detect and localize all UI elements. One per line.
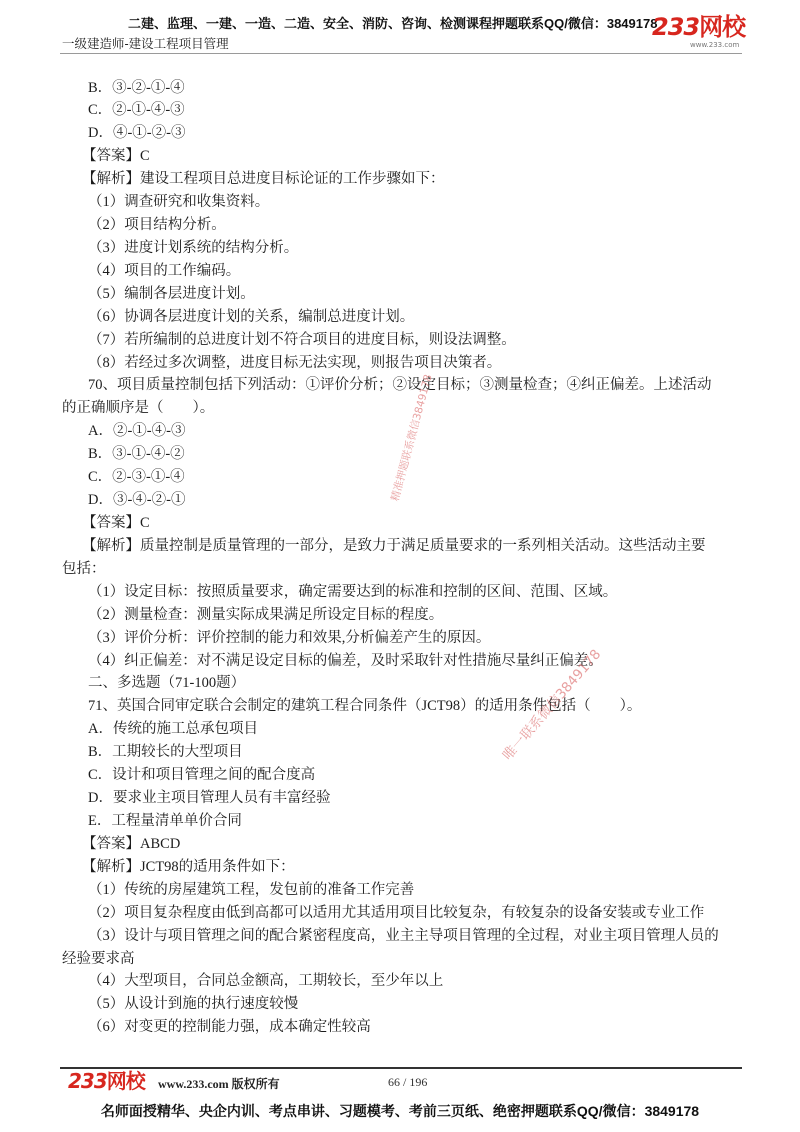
footer-logo: [68, 1070, 145, 1092]
q69-analysis: 【解析】建设工程项目总进度目标论证的工作步骤如下：: [82, 171, 445, 188]
q69-option-d: D．④-①-②-③: [88, 125, 186, 142]
footer-divider: [60, 1067, 742, 1069]
q71-step-cont: 经验要求高: [62, 950, 135, 967]
q70-option-b: B．③-①-④-②: [88, 446, 185, 463]
header-divider: [60, 53, 742, 54]
q71-step: （3）设计与项目管理之间的配合紧密程度高，业主主导项目管理的全过程，对业主项目管理人员的: [88, 927, 719, 944]
page-number: 66 / 196: [388, 1075, 428, 1089]
q71-option-c: C．设计和项目管理之间的配合度高: [88, 767, 316, 784]
header-logo: [652, 14, 745, 40]
q71-answer: 【答案】ABCD: [82, 835, 181, 852]
q69-step: （5）编制各层进度计划。: [88, 285, 255, 302]
q69-option-c: C．②-①-④-③: [88, 102, 185, 119]
footer-copyright: www.233.com 版权所有: [158, 1077, 280, 1091]
q71-option-d: D．要求业主项目管理人员有丰富经验: [88, 790, 331, 807]
q71-step: （5）从设计到施的执行速度较慢: [88, 996, 299, 1013]
q69-answer: 【答案】C: [82, 148, 150, 165]
logo-number: 233: [652, 13, 700, 41]
footer-contact-notice: 名师面授精华、央企内训、考点串讲、习题模考、考前三页纸、绝密押题联系QQ/微信：3849178: [100, 1103, 700, 1119]
q69-step: （8）若经过多次调整，进度目标无法实现，则报告项目决策者。: [88, 354, 502, 371]
page-content: [62, 77, 742, 1040]
header-logo-url: www.233.com: [690, 41, 740, 49]
q69-step: （3）进度计划系统的结构分析。: [88, 239, 299, 256]
q71-step: （2）项目复杂程度由低到高都可以适用尤其适用项目比较复杂，有较复杂的设备安装或专业工作: [88, 904, 705, 921]
watermark: 唯一联系微信3849178: [499, 646, 605, 764]
q70-answer: 【答案】C: [82, 515, 150, 532]
q71-step: （1）传统的房屋建筑工程，发包前的准备工作完善: [88, 881, 415, 898]
q70-option-c: C．②-③-①-④: [88, 469, 185, 486]
q70-step: （1）设定目标：按照质量要求，确定需要达到的标准和控制的区间、范围、区域。: [88, 583, 618, 600]
q70-option-d: D．③-④-②-①: [88, 492, 186, 509]
header-subtitle: 一级建造师-建设工程项目管理: [62, 37, 229, 51]
q71-step: （4）大型项目，合同总金额高，工期较长，至少年以上: [88, 973, 444, 990]
q70-stem: 70、项目质量控制包括下列活动：①评价分析；②设定目标；③测量检查；④纠正偏差。上述活动: [88, 377, 712, 394]
q71-step: （6）对变更的控制能力强，成本确定性较高: [88, 1019, 371, 1036]
q69-step: （1）调查研究和收集资料。: [88, 194, 270, 211]
q70-step: （2）测量检查：测量实际成果满足所设定目标的程度。: [88, 606, 444, 623]
q71-stem: 71、英国合同审定联合会制定的建筑工程合同条件（JCT98）的适用条件包括（ ）。: [88, 698, 642, 715]
watermark: 精准押题联系微信3849178: [389, 373, 435, 503]
q69-step: （2）项目结构分析。: [88, 217, 226, 234]
q71-option-b: B．工期较长的大型项目: [88, 744, 243, 761]
header-contact-notice: 二建、监理、一建、一造、二造、安全、消防、咨询、检测课程押题联系QQ/微信：3849178: [128, 16, 658, 31]
q71-option-a: A．传统的施工总承包项目: [88, 721, 258, 738]
q69-step: （7）若所编制的总进度计划不符合项目的进度目标，则设法调整。: [88, 331, 516, 348]
q70-step: （4）纠正偏差：对不满足设定目标的偏差，及时采取针对性措施尽量纠正偏差。: [88, 652, 603, 669]
q70-stem-cont: 的正确顺序是（ ）。: [62, 400, 215, 417]
q71-option-e: E．工程量清单单价合同: [88, 813, 242, 829]
logo-text: 网校: [699, 13, 746, 41]
section-title: 二、多选题（71-100题）: [88, 675, 246, 692]
q70-option-a: A．②-①-④-③: [88, 423, 186, 440]
q71-analysis: 【解析】JCT98的适用条件如下：: [82, 858, 295, 875]
q70-step: （3）评价分析：评价控制的能力和效果,分析偏差产生的原因。: [88, 629, 491, 646]
q69-step: （4）项目的工作编码。: [88, 262, 241, 279]
q69-step: （6）协调各层进度计划的关系，编制总进度计划。: [88, 308, 415, 325]
q69-option-b: B．③-②-①-④: [88, 79, 185, 96]
logo-number: 233: [68, 1069, 107, 1093]
q70-analysis-cont: 包括：: [62, 560, 106, 577]
q70-analysis: 【解析】质量控制是质量管理的一部分，是致力于满足质量要求的一系列相关活动。这些活动主要: [82, 537, 706, 554]
logo-text: 网校: [106, 1069, 145, 1093]
